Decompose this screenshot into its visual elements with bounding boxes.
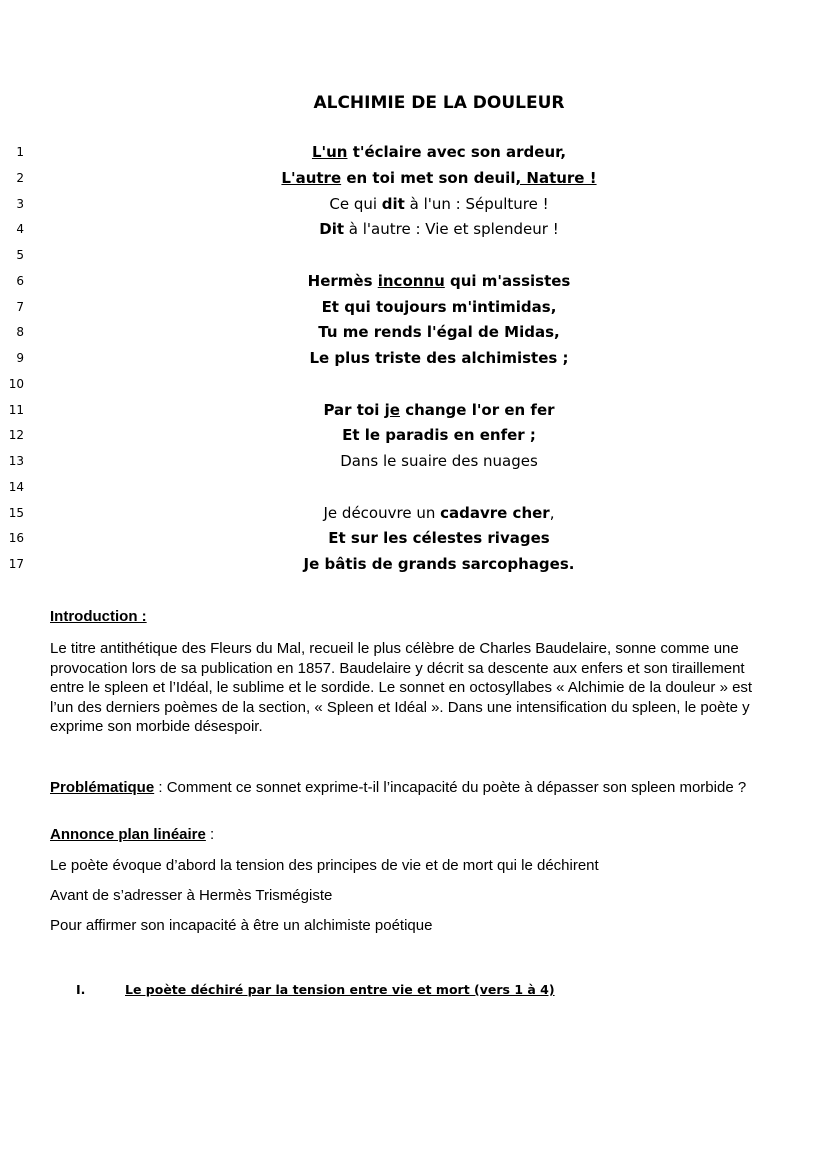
line-number: 11: [8, 402, 24, 417]
line-number: 8: [16, 325, 24, 340]
verse-text: [0, 295, 828, 320]
verse-segment: dit: [381, 194, 405, 213]
poem-title: ALCHIMIE DE LA DOULEUR: [313, 93, 565, 113]
line-number: 6: [16, 273, 24, 288]
line-number: 3: [16, 196, 24, 211]
poem-line: [0, 192, 828, 218]
verse-text: [0, 423, 828, 448]
introduction-heading: Introduction :: [50, 608, 147, 625]
verse-segment: Et le paradis en enfer ;: [342, 426, 536, 445]
verse-segment: Dit: [319, 220, 345, 239]
line-number: 5: [16, 248, 24, 262]
verse-segment: Le plus triste des alchimistes ;: [309, 349, 569, 367]
verse-text: [0, 269, 828, 294]
line-number: 2: [16, 170, 24, 185]
verse-text: [0, 192, 828, 217]
poem-line: [0, 295, 828, 321]
verse-segment: change l'or en fer: [399, 400, 555, 419]
verse-segment: L'autre: [281, 168, 342, 187]
verse-segment: t'éclaire avec son ardeur,: [347, 143, 567, 161]
verse-text: [0, 552, 828, 577]
line-number: 13: [8, 454, 24, 468]
poem-line: [0, 217, 828, 243]
line-number: 10: [8, 376, 24, 391]
line-number: 17: [8, 557, 24, 571]
poem-text: [0, 140, 828, 578]
poem-line: [0, 140, 828, 166]
verse-segment: Je bâtis de grands sarcophages.: [303, 555, 575, 573]
line-number: 7: [16, 299, 24, 314]
verse-segment: ,: [549, 503, 555, 522]
line-number: 9: [16, 351, 24, 365]
verse-segment: en toi met son deuil: [341, 168, 516, 187]
poem-line: [0, 346, 828, 372]
part-one-numeral: I.: [76, 982, 86, 997]
line-number: 16: [8, 531, 24, 546]
poem-line: [0, 166, 828, 192]
verse-segment: Tu me rends l'égal de Midas,: [318, 323, 560, 342]
verse-text: [0, 217, 828, 242]
poem-line: [0, 398, 828, 424]
verse-text: [0, 501, 828, 526]
verse-segment: Par toi: [323, 400, 385, 419]
poem-line: [0, 243, 828, 269]
verse-segment: Dans le suaire des nuages: [340, 452, 538, 470]
verse-segment: Hermès: [307, 271, 378, 290]
verse-segment: je: [384, 400, 400, 419]
verse-text: [0, 526, 828, 551]
poem-line: [0, 269, 828, 295]
verse-segment: à l'autre : Vie et splendeur !: [344, 220, 559, 239]
poem-line: [0, 449, 828, 475]
verse-segment: à l'un : Sépulture !: [404, 194, 549, 213]
verse-text: [0, 346, 828, 371]
line-number: 4: [16, 222, 24, 237]
poem-line: [0, 501, 828, 527]
poem-line: [0, 552, 828, 578]
verse-text: [0, 320, 828, 345]
problematique-paragraph: [50, 778, 770, 798]
poem-line: [0, 526, 828, 552]
poem-line: [0, 423, 828, 449]
verse-segment: Je découvre un: [323, 503, 441, 522]
problematique-heading: Problématique: [50, 779, 155, 796]
poem-line: [0, 372, 828, 398]
verse-segment: L'un: [311, 143, 348, 161]
line-number: 15: [8, 505, 24, 520]
poem-line: [0, 320, 828, 346]
part-one-heading: [76, 982, 555, 997]
line-number: 12: [8, 428, 24, 443]
verse-text: [0, 166, 828, 191]
verse-segment: cadavre cher: [440, 503, 550, 522]
line-number: 14: [8, 479, 24, 494]
verse-text: [0, 140, 828, 165]
verse-segment: Et sur les célestes rivages: [328, 529, 550, 548]
verse-text: [0, 449, 828, 474]
introduction-paragraph: Le titre antithétique des Fleurs du Mal, recueil le plus célèbre de Charles Baudelaire, sonne comme une provocation lors de sa publication en 1857. Baudelaire y décrit sa descente aux enfers et son tiraillement entre le spleen et l’Idéal, le sublime et le sordide. Le sonnet en octosyllabes « Alchimie de la douleur » est l’un des derniers poèmes de la section, « Spleen et Idéal ». Dans une intensification du spleen, le poète y exprime son morbide désespoir.: [50, 640, 753, 735]
plan-item: Avant de s’adresser à Hermès Trismégiste: [50, 887, 333, 904]
verse-segment: Ce qui: [329, 194, 382, 213]
line-number: 1: [16, 145, 24, 159]
problematique-text: : Comment ce sonnet exprime-t-il l’incapacité du poète à dépasser son spleen morbide ?: [154, 779, 747, 796]
poem-line: [0, 475, 828, 501]
plan-item: Le poète évoque d’abord la tension des principes de vie et de mort qui le déchirent: [50, 857, 599, 874]
verse-segment: qui m'assistes: [444, 271, 571, 290]
verse-segment: Et qui toujours m'intimidas,: [321, 297, 557, 316]
verse-text: [0, 398, 828, 423]
part-one-title: Le poète déchiré par la tension entre vie et mort (vers 1 à 4): [125, 982, 555, 997]
verse-segment: , Nature !: [515, 168, 597, 187]
plan-heading-line: Annonce plan linéaire :: [50, 826, 215, 843]
plan-heading: Annonce plan linéaire: [50, 826, 206, 843]
plan-item: Pour affirmer son incapacité à être un alchimiste poétique: [50, 917, 433, 934]
verse-segment: inconnu: [377, 271, 445, 290]
